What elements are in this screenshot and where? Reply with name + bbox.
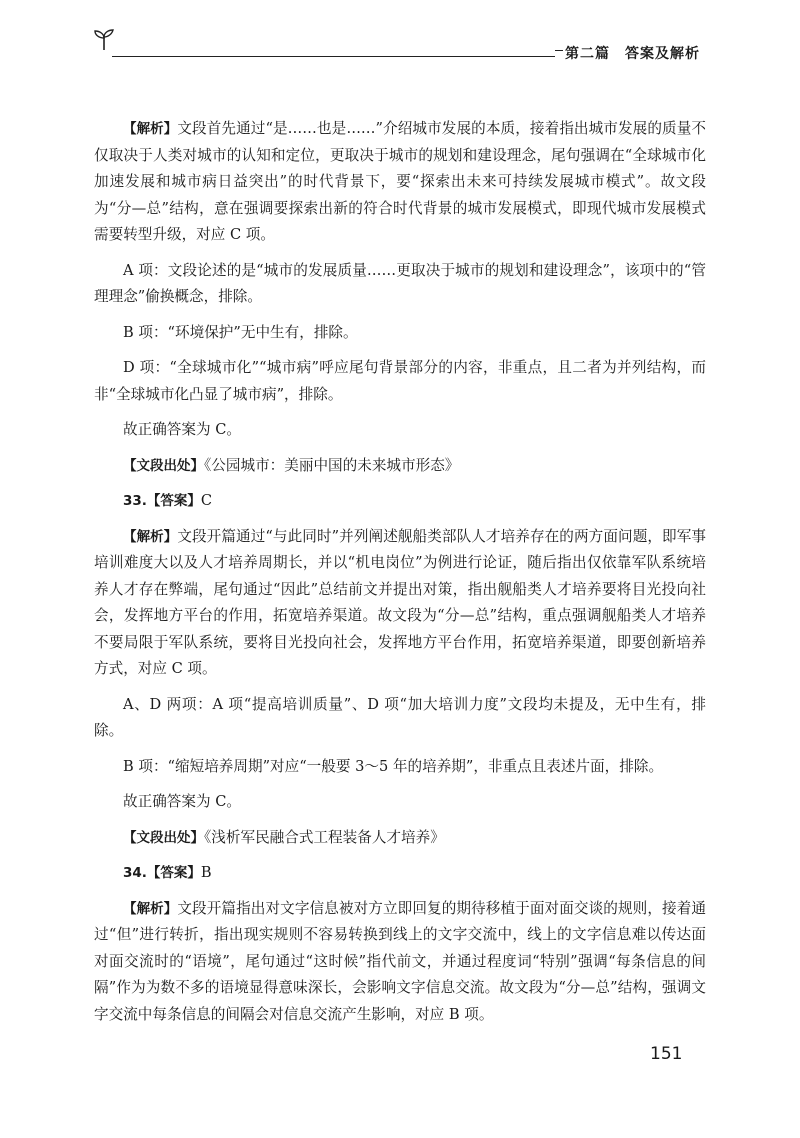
paragraph-tag: 【文段出处】 <box>123 829 204 846</box>
paragraph-tag: 【解析】 <box>123 121 178 137</box>
paragraph-text: B <box>200 864 212 881</box>
paragraph-text: A 项：文段论述的是“城市的发展质量……更取决于城市的规划和建设理念”，该项中的“管理理念”偷换概念，排除。 <box>94 261 706 305</box>
paragraph-tag: 【解析】 <box>123 528 178 545</box>
paragraph-text: 故正确答案为 C。 <box>123 421 241 438</box>
paragraph <box>94 417 706 444</box>
paragraph-text: 文段开篇通过“与此同时”并列阐述舰船类部队人才培养存在的两方面问题，即军事培训难度大以及人才培养周期长，并以“机电岗位”为例进行论证，随后指出仅依靠军队系统培养人才存在弊端，尾句通过“因此”总结前文并提出对策，指出舰船类人才培养要将目光投向社会，发挥地方平台的作用，拓宽培养渠道。故文段为“分—总”结构，重点强调舰船类人才培养不要局限于军队系统，要将目光投向社会，发挥地方平台作用，拓宽培养渠道，即要创新培养方式，对应 C 项。 <box>94 527 706 677</box>
page-header <box>0 0 800 80</box>
paragraph-text: B 项：“环境保护”无中生有，排除。 <box>123 323 358 341</box>
paragraph-text: D 项：“全球城市化”“城市病”呼应尾句背景部分的内容，非重点，且二者为并列结构，而非“全球城市化凸显了城市病”，排除。 <box>94 359 706 403</box>
answer-content <box>94 116 706 1037</box>
paragraph <box>94 116 706 249</box>
paragraph <box>94 692 706 745</box>
paragraph-text: 文段开篇指出对文字信息被对方立即回复的期待移植于面对面交谈的规则，接着通过“但”进行转折，指出现实规则不容易转换到线上的文字交流中，线上的文字信息难以传达面对面交流时的“语境”，尾句通过“这时候”指代前文，并通过程度词“特别”强调“每条信息的间隔”作为为数不多的语境显得意味深长，会影响文字信息交流。故文段为“分—总”结构，强调文字交流中每条信息的间隔会对信息交流产生影响，对应 B 项。 <box>94 899 706 1023</box>
paragraph-text: 文段首先通过“是……也是……”介绍城市发展的本质，接着指出城市发展的质量不仅取决于人类对城市的认知和定位，更取决于城市的规划和建设理念，尾句强调在“全球城市化加速发展和城市病日益突出”的时代背景下，要“探索出未来可持续发展城市模式”。故文段为“分—总”结构，意在强调要探索出新的符合时代背景的城市发展模式，即现代城市发展模式需要转型升级，对应 C 项。 <box>94 120 706 243</box>
paragraph <box>94 488 706 515</box>
header-rule <box>112 56 555 57</box>
paragraph-tag: 33.【答案】 <box>123 493 201 509</box>
paragraph <box>94 355 706 408</box>
paragraph-text: B 项：“缩短培养周期”对应“一般要 3～5 年的培养期”，非重点且表述片面，排除。 <box>123 757 664 775</box>
paragraph <box>94 320 706 347</box>
paragraph-text: A、D 两项：A 项“提高培训质量”、D 项“加大培训力度”文段均未提及，无中生有，排除。 <box>94 695 706 739</box>
header-rule-dash <box>555 50 563 51</box>
paragraph <box>94 453 706 480</box>
paragraph <box>94 754 706 781</box>
page-number: 151 <box>650 1044 683 1064</box>
paragraph <box>94 258 706 311</box>
paragraph-text: 《公园城市：美丽中国的未来城市形态》 <box>204 456 460 474</box>
paragraph-text: C <box>200 492 213 509</box>
paragraph <box>94 896 706 1029</box>
paragraph-tag: 【文段出处】 <box>123 457 204 474</box>
paragraph <box>94 825 706 852</box>
paragraph-tag: 【解析】 <box>123 900 178 917</box>
paragraph-text: 《浅析军民融合式工程装备人才培养》 <box>204 828 445 846</box>
paragraph <box>94 860 706 887</box>
paragraph <box>94 524 706 683</box>
paragraph-tag: 34.【答案】 <box>123 865 201 881</box>
running-head: 第二篇 答案及解析 <box>565 46 700 62</box>
paragraph-text: 故正确答案为 C。 <box>123 793 241 810</box>
paragraph <box>94 789 706 816</box>
leaf-ornament-icon <box>92 28 116 52</box>
